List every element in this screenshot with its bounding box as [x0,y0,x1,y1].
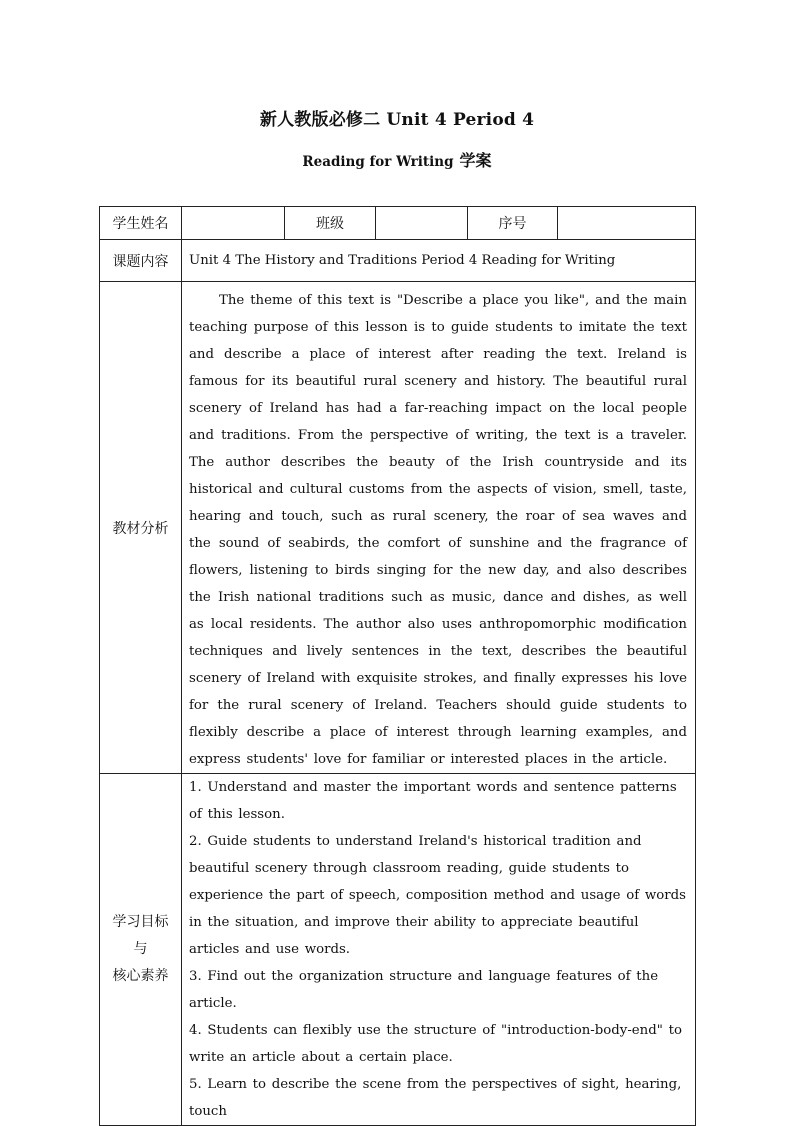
student-info-row [100,207,696,240]
seat-number-label: 序号 [468,207,558,240]
textbook-analysis-row [100,282,696,774]
goal-item: 1. Understand and master the important words and sentence patterns of this lesson. [189,780,677,822]
textbook-analysis-text: The theme of this text is "Describe a place you like", and the main teaching purpose of this lesson is to guide students to imitate the text and describe a place of interest after reading the text. Ireland is famous for its beautiful rural scenery and history. The beautiful rural scenery of Ireland has had a far-reaching impact on the local people and traditions. From the perspective of writing, the text is a traveler. The author describes the beauty of the Irish countryside and its historical and cultural customs from the aspects of vision, smell, taste, hearing and touch, such as rural scenery, the roar of sea waves and the sound of seabirds, the comfort of sunshine and the fragrance of flowers, listening to birds singing for the new day, and also describes the Irish national traditions such as music, dance and dishes, as well as local residents. The author also uses anthropomorphic modification techniques and lively sentences in the text, describes the beautiful scenery of Ireland with exquisite strokes, and finally expresses his love for the rural scenery of Ireland. Teachers should guide students to flexibly describe a place of interest through learning examples, and express students' love for familiar or interested places in the article. [189,293,687,767]
topic-value: Unit 4 The History and Traditions Period 4 Reading for Writing [182,240,696,282]
class-label: 班级 [285,207,376,240]
goal-item: 5. Learn to describe the scene from the perspectives of sight, hearing, touch [189,1077,682,1119]
goal-item: 4. Students can flexibly use the structure of "introduction-body-end" to write an article about a certain place. [189,1023,682,1065]
student-name-label: 学生姓名 [100,207,182,240]
document-title: 新人教版必修二 Unit 4 Period 4 [259,110,535,130]
topic-row [100,240,696,282]
learning-goals-label [100,774,182,1126]
subtitle-chinese: 学案 [459,151,492,170]
learning-goals-label-line3: 核心素养 [112,968,169,984]
document-subtitle [0,148,794,171]
class-field[interactable] [376,207,468,240]
learning-goals-list [182,774,695,1125]
learning-goals-row [100,774,696,1126]
seat-number-field[interactable] [558,207,696,240]
textbook-analysis-label: 教材分析 [100,282,182,774]
goal-item: 3. Find out the organization structure and language features of the article. [189,969,659,1011]
subtitle-english: Reading for Writing [302,154,454,170]
textbook-analysis-cell [182,282,696,774]
lesson-plan-table [99,206,696,1126]
goal-item: 2. Guide students to understand Ireland's historical tradition and beautiful scenery through classroom reading, guide students to experience the part of speech, composition method and usage of words in the situation, and improve their ability to appreciate beautiful articles and use words. [189,834,686,957]
learning-goals-label-line2: 与 [133,941,148,957]
student-name-field[interactable] [182,207,285,240]
topic-label: 课题内容 [100,240,182,282]
learning-goals-cell [182,774,696,1126]
learning-goals-label-line1: 学习目标 [112,914,169,930]
